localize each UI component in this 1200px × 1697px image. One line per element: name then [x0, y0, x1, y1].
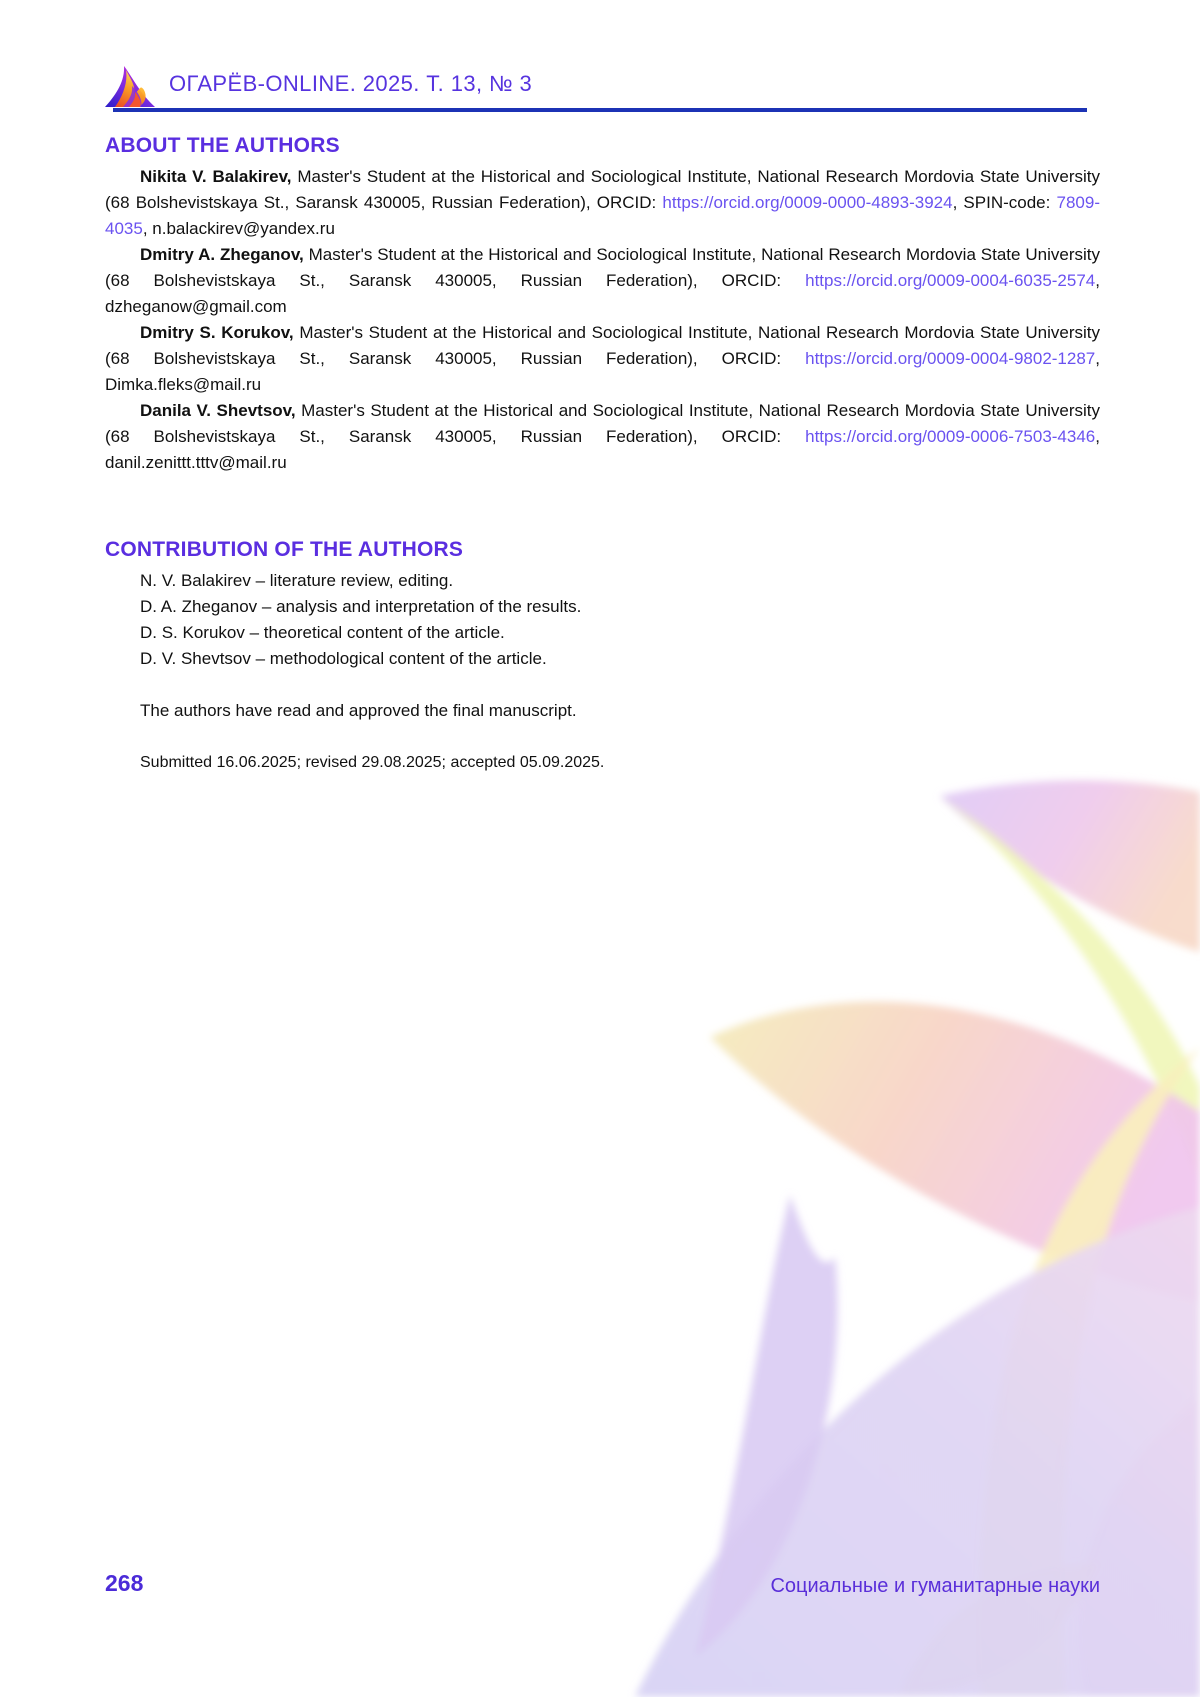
decorative-swirl-graphic: [600, 717, 1200, 1697]
contribution-item: N. V. Balakirev – literature review, editing.: [140, 571, 454, 590]
about-authors-heading: ABOUT THE AUTHORS: [105, 134, 340, 157]
author-affiliation: Master's Student at the Historical and Sociological Institute, National Research Mordovia State University (68 Bolshevistskaya St., Saransk 430005, Russian Federation), ORCID:: [105, 167, 1100, 212]
author-affiliation: Master's Student at the Historical and Sociological Institute, National Research Mordovia State University (68 Bolshevistskaya St., Saransk 430005, Russian Federation), ORCID:: [105, 245, 1100, 290]
orcid-link[interactable]: https://orcid.org/0009-0004-9802-1287: [805, 349, 1096, 368]
contribution-item: D. S. Korukov – theoretical content of the article.: [140, 623, 505, 642]
author-name: Danila V. Shevtsov,: [140, 401, 296, 420]
author-email: , danil.zenittt.tttv@mail.ru: [105, 427, 1100, 472]
journal-flame-logo-icon: [103, 60, 157, 108]
contribution-item: D. V. Shevtsov – methodological content of the article.: [140, 649, 547, 668]
orcid-link[interactable]: https://orcid.org/0009-0004-6035-2574: [805, 271, 1096, 290]
author-name: Nikita V. Balakirev,: [140, 167, 292, 186]
author-paragraph-zheganov: [105, 242, 1100, 320]
header-divider-rule: [113, 108, 1087, 112]
spin-code-link[interactable]: 7809-4035: [105, 193, 1100, 238]
orcid-link[interactable]: https://orcid.org/0009-0006-7503-4346: [805, 427, 1096, 446]
author-email: , dzheganow@gmail.com: [105, 271, 1100, 316]
author-paragraph-korukov: [105, 320, 1100, 398]
contribution-section: [105, 538, 1100, 776]
orcid-link[interactable]: https://orcid.org/0009-0000-4893-3924: [662, 193, 953, 212]
author-paragraph-shevtsov: [105, 398, 1100, 476]
about-authors-section: [105, 134, 1100, 476]
contribution-item: D. A. Zheganov – analysis and interpretation of the results.: [140, 597, 582, 616]
contribution-heading: CONTRIBUTION OF THE AUTHORS: [105, 538, 464, 561]
author-email: , Dimka.fleks@mail.ru: [105, 349, 1100, 394]
author-paragraph-balakirev: [105, 164, 1100, 242]
author-affiliation: Master's Student at the Historical and Sociological Institute, National Research Mordovia State University (68 Bolshevistskaya St., Saransk 430005, Russian Federation), ORCID:: [105, 401, 1101, 446]
page-number: 268: [105, 1570, 144, 1596]
author-name: Dmitry S. Korukov,: [140, 323, 294, 342]
footer-section-title: Социальные и гуманитарные науки: [770, 1575, 1100, 1597]
page-header: [103, 60, 1100, 108]
author-email: , n.balackirev@yandex.ru: [142, 219, 335, 238]
journal-title: ОГАРЁВ-ONLINE. 2025. Т. 13, № 3: [169, 71, 533, 96]
author-name: Dmitry A. Zheganov,: [140, 245, 304, 264]
submission-dates: Submitted 16.06.2025; revised 29.08.2025; accepted 05.09.2025.: [140, 754, 605, 771]
author-text: , SPIN-code:: [952, 193, 1057, 212]
approval-note: The authors have read and approved the final manuscript.: [140, 701, 577, 720]
author-affiliation: Master's Student at the Historical and Sociological Institute, National Research Mordovia State University (68 Bolshevistskaya St., Saransk 430005, Russian Federation), ORCID:: [105, 323, 1100, 368]
